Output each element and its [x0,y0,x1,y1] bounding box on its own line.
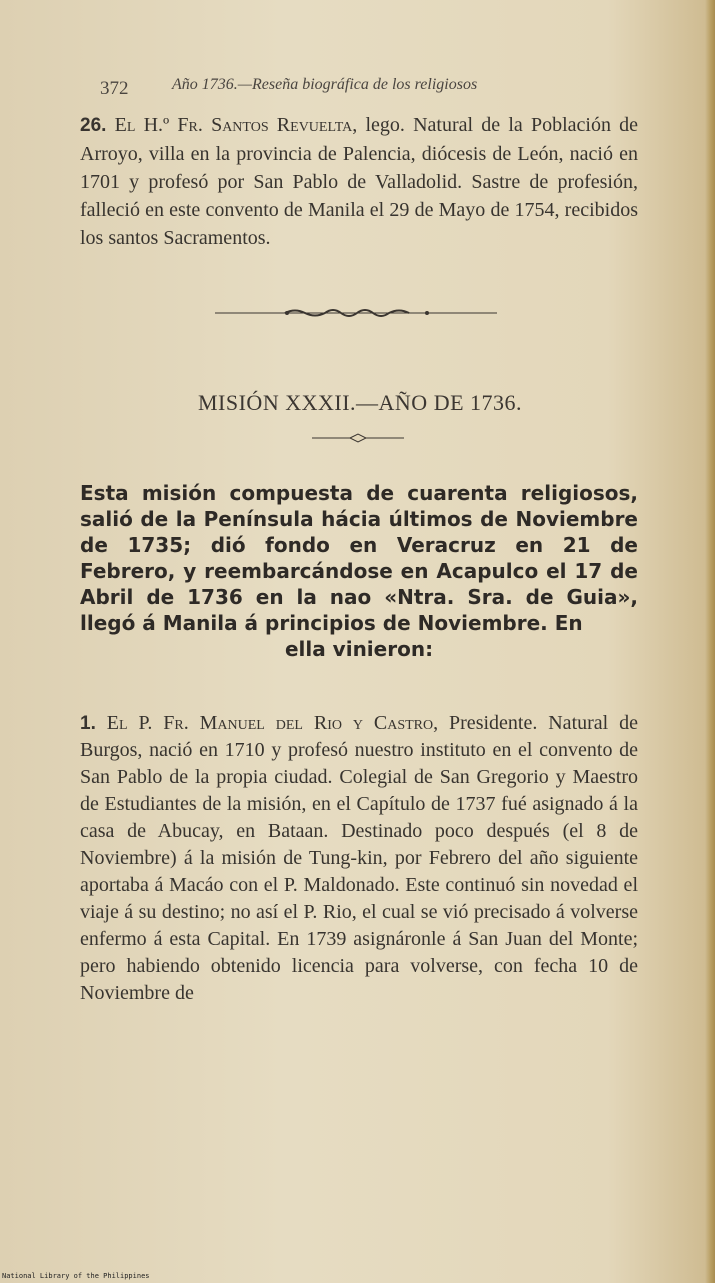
running-title: Año 1736.—Reseña biográfica de los religiosos [172,76,478,93]
entry-text: lego. Natural de la Población de Arroyo, villa en la provincia de Palencia, diócesis de León, nació en 1701 y profesó por San Pablo de Valladolid. Sastre de profesión, falleció en este convento de Manila el 29 de Mayo de 1754, recibidos los santos Sacramentos. [80,114,639,249]
intro-text: Esta misión compuesta de cuarenta religiosos, salió de la Península hácia últimos de Noviembre de 1735; dió fondo en Veracruz en 21 de Febrero, y reembarcándose en Acapulco el 17 de Abril de 1736 en la nao «Ntra. Sra. de Guia», llegó á Manila á principios de Noviembre. En [80,481,638,635]
library-footer: National Library of the Philippines [2,1272,150,1280]
entry-26 [80,111,638,252]
entry-1 [80,710,638,1007]
mission-heading: MISIÓN XXXII.—AÑO DE 1736. [197,390,523,415]
entry-name: El P. Fr. Manuel del Rio y Castro, [106,712,439,734]
entry-name: El H.º Fr. Santos Revuelta, [114,114,358,136]
intro-last-line: ella vinieron: [284,637,434,661]
entry-text: Presidente. Natural de Burgos, nació en 1710 y profesó nuestro instituto en el convento de San Pablo de la propia ciudad. Colegial de San Gregorio y Maestro de Estudiantes de la misión, en el Capítulo de 1737 fué asignado á la casa de Abucay, en Bataan. Destinado poco después (el 8 de Noviembre) á la misión de Tung-kin, por Febrero del año siguiente aportaba á Macáo con el P. Maldonado. Este continuó sin novedad el viaje á su destino; no así el P. Rio, el cual se vió precisado á volverse enfermo á esta Capital. En 1739 asignáronle á San Juan del Monte; pero habiendo obtenido licencia para volverse, con fecha 10 de Noviembre de [80,712,638,1004]
entry-number: 1. [80,713,96,734]
entry-number: 26. [80,115,107,136]
running-header [100,76,620,102]
mission-intro [80,480,638,662]
ornamental-rule [215,304,497,320]
small-ornament [312,432,404,444]
page-edge [705,0,715,1283]
page-number: 372 [100,78,129,99]
